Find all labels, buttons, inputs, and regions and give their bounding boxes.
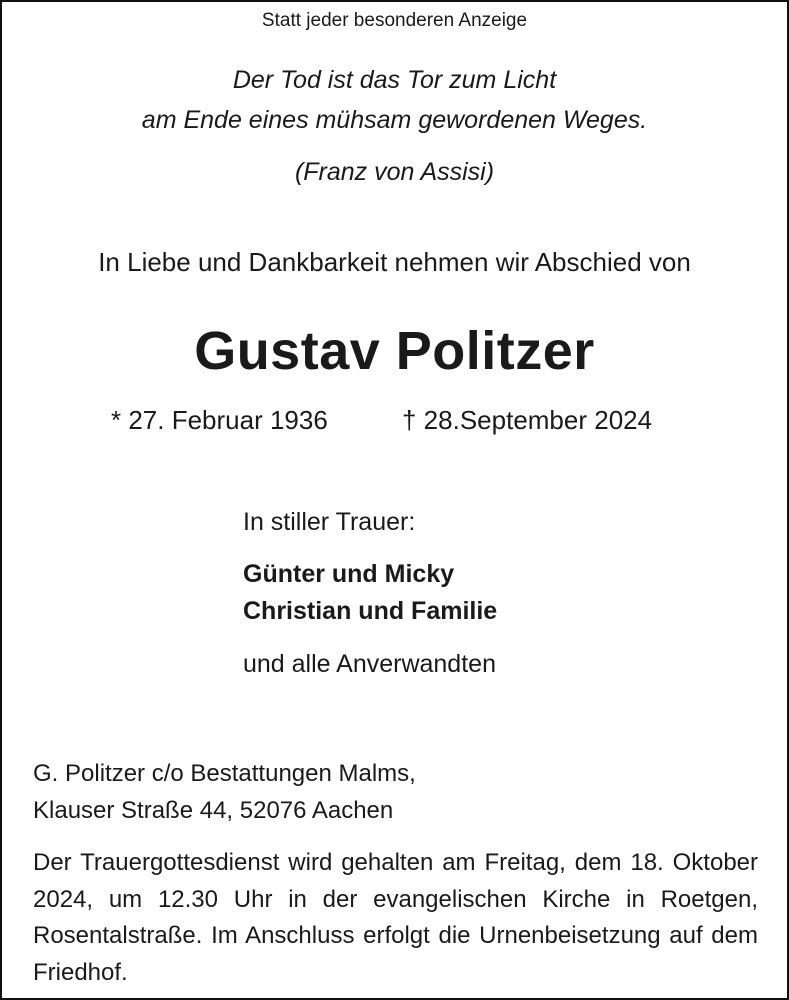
- quote-line-1: Der Tod ist das Tor zum Licht: [232, 66, 557, 94]
- intro-text: In Liebe und Dankbarkeit nehmen wir Abschied von: [98, 247, 691, 277]
- mourning-label: In stiller Trauer:: [243, 508, 416, 536]
- family-member: Christian und Familie: [243, 597, 498, 625]
- death-date: † 28.September 2024: [402, 405, 653, 435]
- relatives-text: und alle Anverwandten: [243, 650, 496, 678]
- quote-author: (Franz von Assisi): [294, 158, 495, 186]
- family-member: Günter und Micky: [243, 560, 455, 588]
- notice-header: Statt jeder besonderen Anzeige: [261, 10, 528, 31]
- birth-date: * 27. Februar 1936: [111, 405, 328, 435]
- quote-line-2: am Ende eines mühsam gewordenen Weges.: [141, 106, 648, 134]
- service-info: Der Trauergottesdienst wird gehalten am Freitag, dem 18. Oktober 2024, um 12.30 Uhr in der evangelischen Kirche in Roetgen, Rosentalstraße. Im Anschluss erfolgt die Urnenbeisetzung auf dem Friedhof.: [33, 849, 758, 986]
- address-line-1: G. Politzer c/o Bestattungen Malms,: [33, 760, 416, 787]
- deceased-name: Gustav Politzer: [194, 321, 595, 381]
- address-line-2: Klauser Straße 44, 52076 Aachen: [33, 797, 394, 824]
